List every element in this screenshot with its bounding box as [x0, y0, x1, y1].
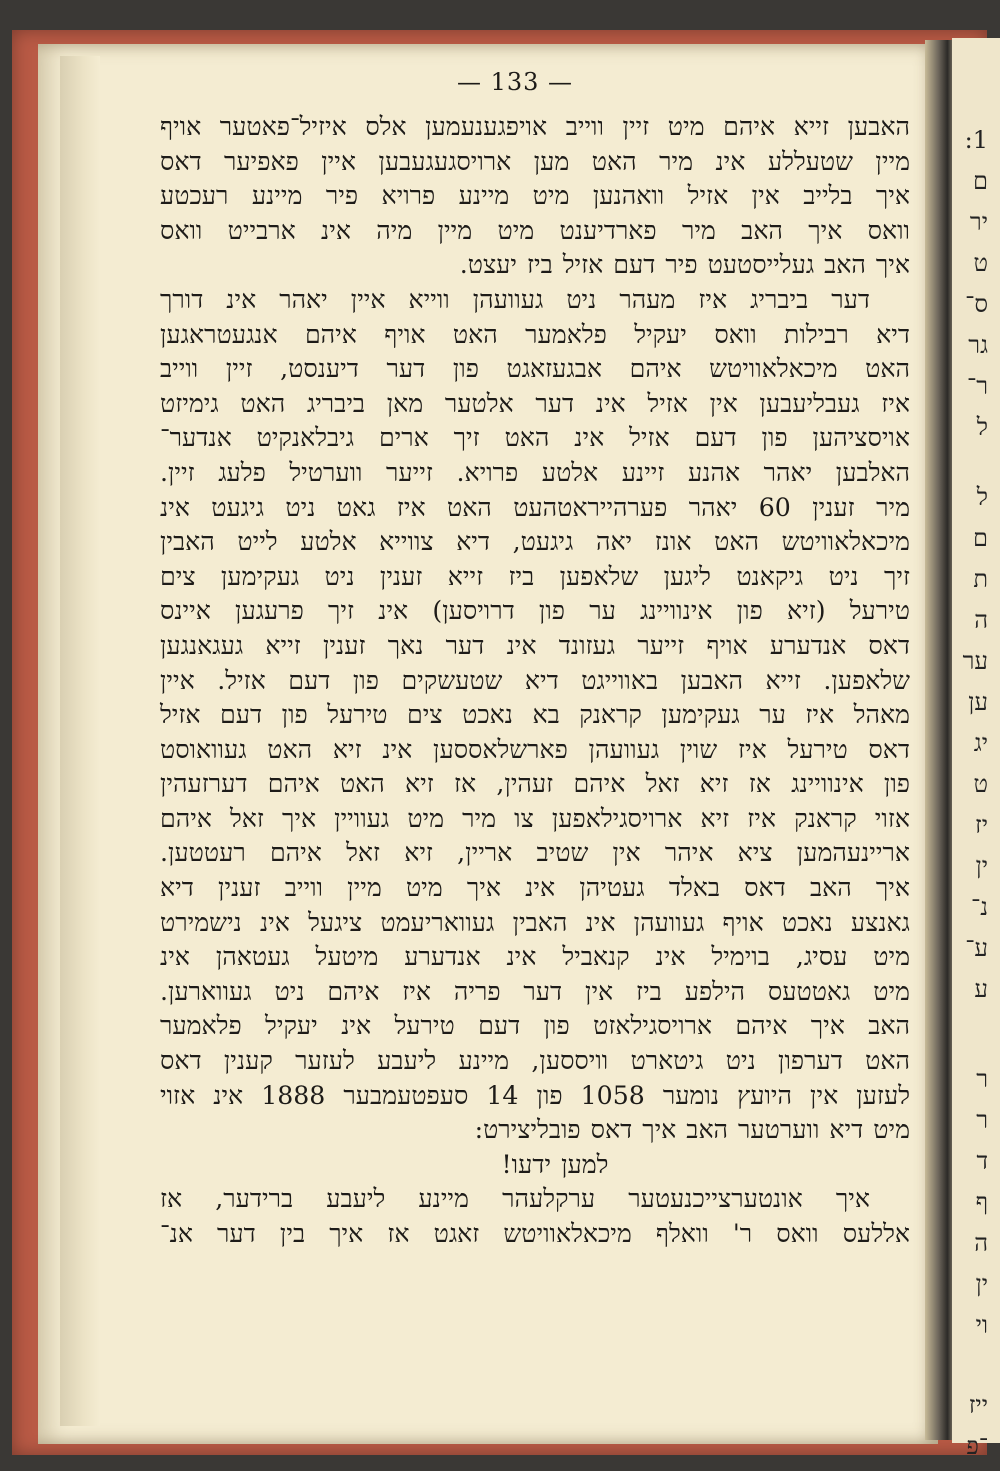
- page-stack-edge: [60, 56, 100, 1426]
- facing-page-fragment: יג: [973, 729, 988, 757]
- facing-page-fragment: ל: [976, 483, 988, 511]
- facing-page-fragment: ער: [962, 647, 988, 675]
- text-line: אריינעהמען ציא איהר אין שטיב אריין, זיא זאל איהם רעטטען.: [160, 838, 910, 868]
- text-line: מאהל איז ער געקימען קראנק בא נאכט צים טירעל פון דעם אזיל: [160, 700, 910, 730]
- text-line: דיא רבילות וואס יעקיל פלאמער האט אויף איהם אנגעטראגען: [160, 319, 910, 349]
- facing-page-fragment: ת: [973, 565, 988, 593]
- text-line: טירעל (זיא פון אינוויינג ער פון דרויסען) אינ זיך פרעגען איינס: [160, 596, 910, 626]
- facing-page-fragment: ם: [973, 167, 988, 195]
- facing-page-fragment: ר: [976, 1065, 988, 1093]
- text-line: דאס טירעל איז שוין געוועהן פארשלאססען אינ זיא האט געוואוסט: [160, 734, 910, 764]
- text-line: האב איך איהם ארויסגילאזט פון דעם טירעל אינ יעקיל פלאמער: [160, 1011, 910, 1041]
- text-line: מיט גאטטעס הילפע ביז אין דער פריה איז איהם ניט געווארען.: [160, 976, 910, 1006]
- text-line: אללעס וואס ר' וואלף מיכאלאוויטש זאגט אז איך בין דער אנ־: [160, 1219, 910, 1248]
- text-line: לעזען אין היועץ נומער 1058 פון 14 סעפטעמבער 1888 אינ אזוי: [160, 1080, 910, 1110]
- text-line: איז געבליעבען אין אזיל אינ דער אלטער מאן ביבריג האט גימיזט: [160, 388, 910, 418]
- quoted-heading: למען ידעו!: [501, 1149, 609, 1179]
- text-line: האלבען יאהר אהנע זיינע אלטע פרויא. זייער ווערטיל פלעג זיין.: [160, 457, 910, 487]
- facing-page-fragment: ין: [975, 1270, 988, 1298]
- facing-page-fragment: יז: [975, 811, 988, 839]
- text-line: האט מיכאלאוויטש איהם אבגעזאגט פון דער דיענסט, זיין ווייב: [160, 354, 910, 384]
- facing-page-fragment: ף: [975, 1188, 988, 1216]
- facing-page-fragment: ס־: [965, 290, 988, 318]
- facing-page-fragment: ל: [976, 413, 988, 441]
- text-line: שלאפען. זייא האבען באווייגט דיא שטעשקים פון דעם אזיל. איין: [160, 665, 910, 695]
- page-number: — 133 —: [456, 68, 574, 96]
- text-line: גאנצע נאכט אויף געוועהן אינ האבין געוואריעמט ציגעל אינ נישמירט: [160, 907, 910, 937]
- facing-page-fragment: ין: [975, 852, 988, 880]
- facing-page-fragment: ם: [973, 524, 988, 552]
- text-line: מיט עסיג, בוימיל אינ קנאביל אינ אנדערע מיטעל געטאהן אינ: [160, 942, 910, 972]
- facing-page-fragment: יר: [969, 208, 988, 236]
- facing-page-fragment: ה: [974, 606, 988, 634]
- text-line: וואס איך האב מיר פארדיענט מיט מיין מיה אינ ארבייט וואס: [160, 215, 910, 245]
- text-line: פון אינוויינג אז זיא זאל איהם זעהין, אז זיא האט איהם דערזעהין: [160, 769, 910, 799]
- text-line: אויסציהען פון דעם אזיל אינ האט זיך ארים גיבלאנקיט אנדער־: [160, 423, 910, 453]
- book-gutter: [925, 40, 955, 1440]
- facing-page-fragment: גר: [968, 331, 988, 359]
- facing-page-fragment: נ־: [971, 893, 988, 921]
- page-content: [160, 68, 910, 1252]
- text-line: איך האב דאס באלד געטיהן אינ איך מיט מיין ווייב זענין דיא: [160, 873, 910, 903]
- facing-page-fragment: ה: [974, 1229, 988, 1257]
- facing-page-fragment: ט: [973, 249, 988, 277]
- text-line: האבען זייא איהם מיט זיין ווייב אויפגענעמען אלס איזיל־פאטער אויף: [160, 112, 910, 141]
- text-line: איך בלייב אין אזיל וואהנען מיט מיינע פרויא פיר מיינע רעכטע: [160, 181, 910, 211]
- text-line: מיכאלאוויטש האט אונז יאה גיגעט, דיא צווייא אלטע לייט האבין: [160, 527, 910, 557]
- facing-page-fragment: ייז: [968, 1391, 988, 1419]
- facing-page-fragment: ד: [976, 1147, 988, 1175]
- text-line: איך האב געלייסטעט פיר דעם אזיל ביז יעצט.: [459, 250, 910, 280]
- text-line: אזוי קראנק איז זיא ארויסגילאפען צו מיר מיט געוויין איך זאל איהם: [160, 803, 910, 833]
- text-line: דאס אנדערע אויף זייער געזונד אינ דער נאך זענין זייא געגאנגען: [160, 630, 910, 660]
- facing-page-fragment: ־פ: [966, 1432, 988, 1460]
- text-line: זיך ניט גיקאנט ליגען שלאפען ביז זייא זענין ניט געקימען צים: [160, 561, 910, 591]
- facing-page-fragment: ר: [976, 1106, 988, 1134]
- facing-page-fragment: ען: [968, 688, 988, 716]
- paragraph-start-line: איך אונטערצייכנעטער ערקלעהר מיינע ליעבע ברידער, אז: [160, 1184, 870, 1214]
- text-line: האט דערפון ניט גיטארט וויססען, מיינע ליעבע לעזער קענין דאס: [160, 1046, 910, 1076]
- facing-page-fragment: ט: [973, 770, 988, 798]
- text-line: מיט דיא ווערטער האב איך דאס פובליצירט:: [474, 1115, 910, 1145]
- paragraph-start-line: דער ביבריג איז מעהר ניט געוועהן ווייא איין יאהר אינ דורך: [160, 284, 870, 314]
- facing-page-fragment: ר־: [967, 372, 988, 400]
- facing-page-fragment: ע־: [965, 934, 988, 962]
- next-page-edge: [952, 38, 1000, 1460]
- text-line: מיין שטעללע אינ מיר האט מען ארויסגעגעבען איין פאפיער דאס: [160, 146, 910, 176]
- facing-page-fragment: ע: [974, 975, 988, 1003]
- facing-page-fragment: וי: [975, 1311, 988, 1339]
- facing-page-fragment: 1:: [964, 126, 988, 154]
- text-line: מיר זענין 60 יאהר פערהייראטהעט האט איז גאט ניט גיגעט אינ: [160, 492, 911, 522]
